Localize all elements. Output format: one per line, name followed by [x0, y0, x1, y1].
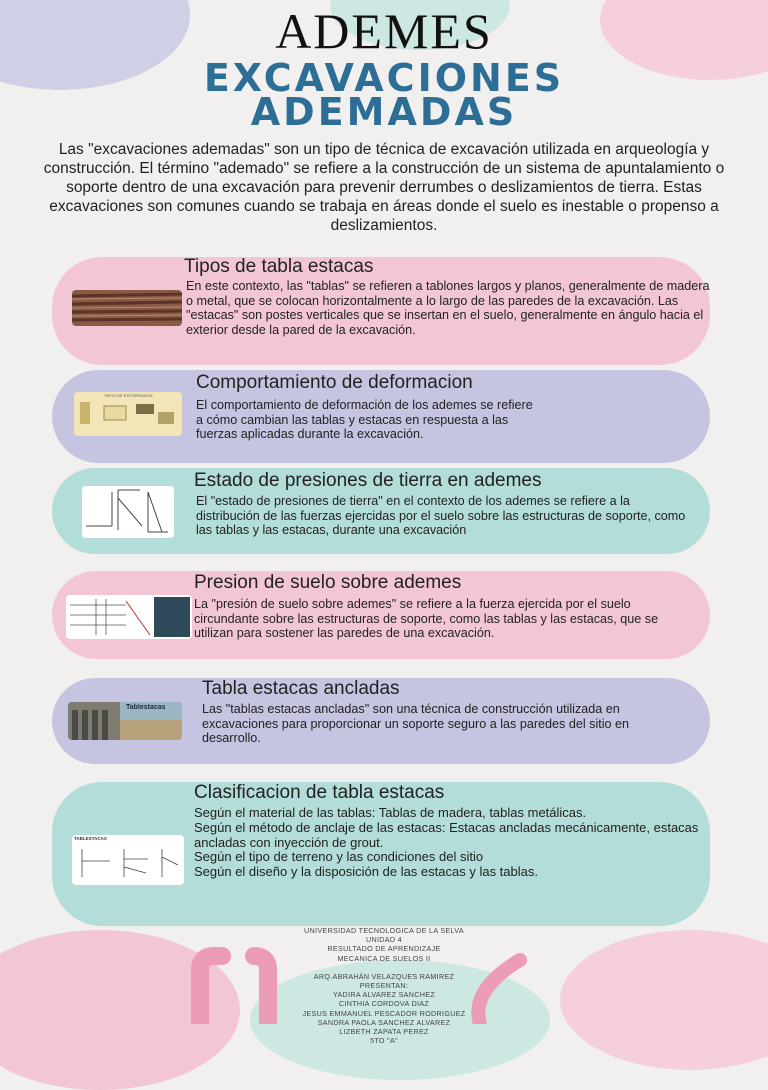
credits-line: LIZBETH ZAPATA PEREZ — [339, 1027, 429, 1037]
credits-line: JESUS EMMANUEL PESCADOR RODRIGUEZ — [302, 1008, 466, 1018]
card-estado-presiones — [52, 468, 710, 554]
credits-line: SANDRA PAOLA SANCHEZ ALVAREZ — [317, 1017, 451, 1027]
anchored-photo-caption: Tablestacas — [126, 704, 166, 711]
credits-line: ARQ.ABRAHÁN VELAZQUES RAMIREZ — [313, 971, 455, 981]
credits-line: RESULTADO DE APRENDIZAJE — [327, 944, 441, 954]
card-clasificacion — [52, 782, 710, 926]
credits-line: PRESENTAN: — [359, 981, 409, 991]
credits-line: CINTHIA CORDOVA DIAZ — [338, 999, 430, 1009]
card-title: Presion de suelo sobre ademes — [194, 572, 462, 593]
card-body: En este contexto, las "tablas" se refieren a tablones largos y planos, generalmente de madera o metal, que se colocan horizontalmente a lo largo de las paredes de la excavación. Las "estacas" son postes verticales que se insertan en el suelo, generalmente en ángulo hacia el exterior desde la pared de la excavación. — [186, 279, 710, 337]
page-title: ADEMES — [275, 3, 493, 59]
deformation-types-diagram — [74, 392, 182, 436]
sheet-piles-photo — [72, 290, 182, 326]
classification-list — [194, 806, 699, 880]
card-presion-suelo — [52, 571, 710, 659]
page-subtitle-line2: ADEMADAS — [250, 90, 518, 134]
card-title: Estado de presiones de tierra en ademes — [194, 470, 542, 491]
card-comportamiento-deformacion — [52, 370, 710, 463]
card-title: Clasificacion de tabla estacas — [194, 782, 445, 803]
card-body: El "estado de presiones de tierra" en el contexto de los ademes se refiere a la distribución de las fuerzas ejercidas por el suelo sobre las estructuras de soporte, como las tablas y las estacas, durante una excavación — [196, 494, 686, 538]
credits-line: UNIVERSIDAD TECNOLOGICA DE LA SELVA — [304, 926, 464, 935]
sheet-pile-classification-diagram — [72, 835, 184, 885]
classification-diagram-caption: TABLESTACAS — [74, 836, 107, 841]
credits-line: YADIRA ALVAREZ SANCHEZ — [332, 990, 436, 1000]
intro-paragraph: Las "excavaciones ademadas" son un tipo de técnica de excavación utilizada en arqueología y construcción. El término "ademado" se refiere a la construcción de un sistema de apuntalamiento o soporte dentro de una excavación para prevenir derrumbes o deslizamientos de tierra. Estas excavaciones son comunes cuando se trabaja en áreas donde el suelo es inestable o propenso a deslizamientos. — [43, 141, 725, 234]
credits-line: 5TO "A" — [370, 1036, 398, 1046]
card-title: Tipos de tabla estacas — [184, 256, 374, 277]
anchored-sheet-piles-photo — [68, 702, 182, 740]
card-title: Comportamiento de deformacion — [196, 372, 473, 393]
credits-line — [0, 963, 768, 972]
card-body: La "presión de suelo sobre ademes" se refiere a la fuerza ejercida por el suelo circundante sobre las estructuras de soporte, como las tablas y las estacas, que se utilizan para sostener las paredes de una excavación. — [194, 597, 659, 641]
credits-line: UNIDAD 4 — [366, 935, 402, 945]
classification-item: Según el tipo de terreno y las condiciones del sitio — [194, 849, 484, 865]
card-tipos-tabla-estacas — [52, 257, 710, 365]
earth-pressure-diagram — [82, 486, 174, 538]
card-tabla-ancladas — [52, 678, 710, 764]
card-body: Las "tablas estacas ancladas" son una técnica de construcción utilizada en excavaciones para proporcionar un soporte seguro a las paredes del sitio en desarrollo. — [202, 702, 630, 746]
classification-item: Según el material de las tablas: Tablas de madera, tablas metálicas. — [194, 805, 587, 820]
classification-item: Según el diseño y la disposición de las estacas y las tablas. — [194, 864, 538, 880]
card-body: El comportamiento de deformación de los ademes se refiere a cómo cambian las tablas y estacas en respuesta a las fuerzas aplicadas durante la excavación. — [196, 398, 533, 442]
card-title: Tabla estacas ancladas — [202, 678, 400, 699]
classification-item: Según el método de anclaje de las estacas: Estacas ancladas mecánicamente, estacas ancladas con inyección de grout. — [194, 819, 699, 850]
deformation-diagram-caption: TIPOS DE ESTOPIRADOS — [104, 393, 153, 398]
soil-pressure-diagram — [66, 595, 192, 639]
credits-line: MECANICA DE SUELOS II — [337, 953, 431, 963]
page-subtitle-line1: EXCAVACIONES — [203, 56, 565, 100]
credits — [0, 926, 768, 1045]
